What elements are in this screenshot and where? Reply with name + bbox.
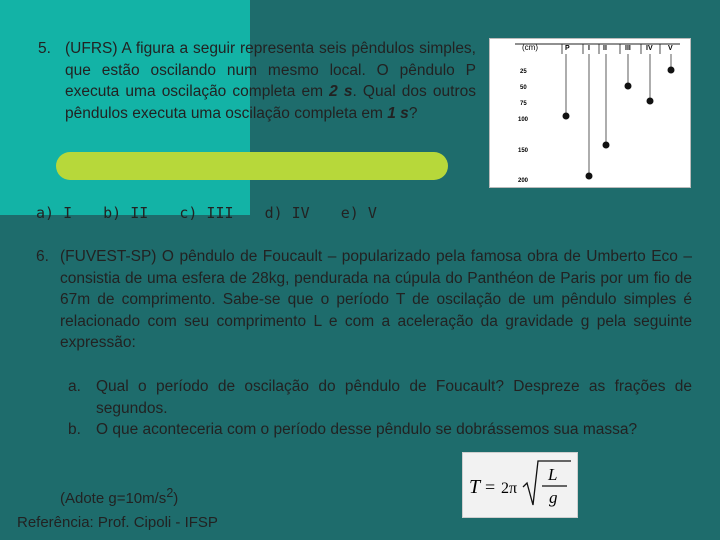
answer-options xyxy=(36,204,399,222)
option-d[interactable]: d) IV xyxy=(264,204,310,222)
formula-coef: 2π xyxy=(501,480,518,497)
pendulum-bob xyxy=(647,98,654,105)
subquestion-label: b. xyxy=(68,421,81,438)
row-label: 75 xyxy=(520,101,527,107)
col-label: II xyxy=(603,45,607,52)
option-c[interactable]: c) III xyxy=(179,204,234,222)
col-label: V xyxy=(668,45,673,52)
option-e[interactable]: e) V xyxy=(340,204,377,222)
subquestion-b xyxy=(68,419,692,441)
row-label: 100 xyxy=(518,117,529,123)
question-number: 6. xyxy=(36,248,49,265)
option-a[interactable]: a) I xyxy=(36,204,73,222)
question-text: (FUVEST-SP) O pêndulo de Foucault – popularizado pela famosa obra de Umberto Eco – consistia de uma esfera de 28kg, pendurada na cúpula do Panthéon de Paris por um fio de 67m de comprimento. Sabe-se que o período T de oscilação de um pêndulo simples é relacionado com seu comprimento L e com a aceleração da gravidade g pela seguinte expressão: xyxy=(60,248,692,351)
unit-label: (cm) xyxy=(522,43,538,52)
subquestion-text: Qual o período de oscilação do pêndulo de Foucault? Despreze as frações de segundos. xyxy=(96,378,692,417)
pendulum-bob xyxy=(668,67,675,74)
col-label: I xyxy=(588,45,590,52)
pendulum-bob xyxy=(586,173,593,180)
row-label: 25 xyxy=(520,69,527,75)
period-formula xyxy=(462,452,578,518)
col-label: P xyxy=(565,45,570,52)
pendulum-bob xyxy=(563,113,570,120)
formula-denominator: g xyxy=(549,488,558,507)
formula-lhs: T xyxy=(469,476,481,498)
pendulum-bob xyxy=(625,83,632,90)
question-text: (UFRS) A figura a seguir representa seis pêndulos simples, que estão oscilando num mesmo local. O pêndulo P executa uma oscilação completa em 2 s. Qual dos outros pêndulos executa uma oscilação completa em 1 s? xyxy=(65,40,476,122)
option-b[interactable]: b) II xyxy=(103,204,149,222)
pendulums-figure xyxy=(489,38,691,188)
subquestion-text: O que aconteceria com o período desse pêndulo se dobrássemos sua massa? xyxy=(96,421,638,438)
subquestion-a xyxy=(68,376,692,419)
adote-note: (Adote $g=10m/s^2$) xyxy=(60,486,179,507)
formula-eq: = xyxy=(485,477,496,497)
row-label: 150 xyxy=(518,148,529,154)
sqrt-sign xyxy=(523,461,571,505)
row-label: 200 xyxy=(518,178,529,184)
reference: Referência: Prof. Cipoli - IFSP xyxy=(17,514,218,531)
formula-numerator: L xyxy=(548,465,558,484)
question-5 xyxy=(30,38,476,124)
highlight-bar xyxy=(56,152,448,180)
question-6 xyxy=(30,246,692,354)
col-label: III xyxy=(625,45,631,52)
subquestion-label: a. xyxy=(68,378,81,395)
row-label: 50 xyxy=(520,85,527,91)
subquestions xyxy=(68,376,692,441)
question-number: 5. xyxy=(38,40,51,57)
pendulum-bob xyxy=(603,142,610,149)
col-label: IV xyxy=(646,45,653,52)
